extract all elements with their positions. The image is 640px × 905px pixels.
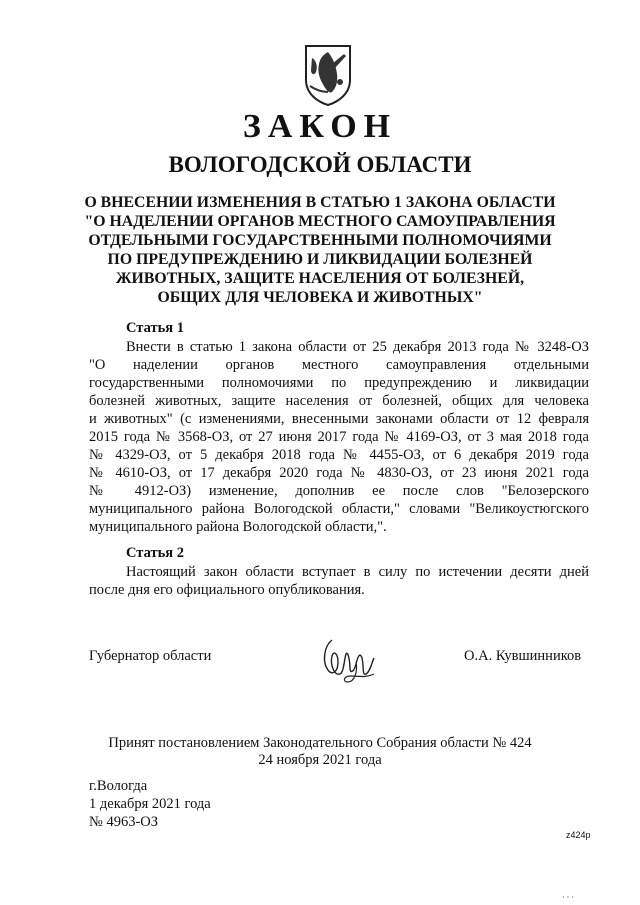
article-1-line: № 4329-ОЗ, от 5 декабря 2018 года № 4455-ОЗ, от 6 декабря 2019 года	[89, 447, 589, 463]
law-heading-line: ОТДЕЛЬНЫМИ ГОСУДАРСТВЕННЫМИ ПОЛНОМОЧИЯМИ	[88, 232, 552, 249]
article-1-line: государственными полномочиями по предупреждению и ликвидации	[89, 375, 589, 391]
law-heading-line: О ВНЕСЕНИИ ИЗМЕНЕНИЯ В СТАТЬЮ 1 ЗАКОНА ОБЛАСТИ	[84, 194, 556, 211]
governor-name: О.А. Кувшинников	[464, 648, 582, 664]
article-1-line: 2015 года № 3568-ОЗ, от 27 июня 2017 года № 4169-ОЗ, от 3 мая 2018 года	[89, 429, 589, 445]
article-2-title: Статья 2	[126, 545, 184, 561]
law-heading-line: ЖИВОТНЫХ, ЗАЩИТЕ НАСЕЛЕНИЯ ОТ БОЛЕЗНЕЙ,	[115, 270, 525, 287]
governor-label: Губернатор области	[89, 648, 212, 664]
law-number: № 4963-ОЗ	[89, 814, 159, 830]
article-2-line: Настоящий закон области вступает в силу по истечении десяти дней	[126, 564, 589, 580]
article-1-line: и животных" (с изменениями, внесенными законами области от 12 февраля	[89, 411, 589, 427]
law-heading-line: "О НАДЕЛЕНИИ ОРГАНОВ МЕСТНОГО САМОУПРАВЛЕНИЯ	[84, 213, 556, 230]
article-1-line: болезней животных, защите населения от болезней, общих для человека	[89, 393, 589, 409]
city: г.Вологда	[89, 778, 148, 794]
article-1-line: Внести в статью 1 закона области от 25 декабря 2013 года № 3248-ОЗ	[126, 339, 589, 355]
footer-marks: · · ·	[562, 893, 574, 902]
article-1-line: "О наделении органов местного самоуправления отдельными	[89, 357, 589, 373]
signing-date: 1 декабря 2021 года	[89, 796, 211, 812]
document-title: ЗАКОН	[242, 108, 398, 145]
accepted-by-resolution: Принят постановлением Законодательного Собрания области № 424	[108, 735, 532, 751]
article-1-line: № 4610-ОЗ, от 17 декабря 2020 года № 4830-ОЗ, от 23 июня 2021 года	[89, 465, 589, 481]
law-heading-line: ПО ПРЕДУПРЕЖДЕНИЮ И ЛИКВИДАЦИИ БОЛЕЗНЕЙ	[107, 251, 533, 268]
coat-of-arms-emblem	[302, 42, 354, 106]
handwritten-signature	[318, 632, 380, 684]
accepted-date: 24 ноября 2021 года	[258, 752, 382, 768]
article-1-title: Статья 1	[126, 320, 184, 336]
document-code: z424p	[566, 830, 591, 840]
article-2-line: после дня его официального опубликования.	[89, 582, 365, 598]
document-subtitle: ВОЛОГОДСКОЙ ОБЛАСТИ	[168, 152, 472, 177]
law-heading-line: ОБЩИХ ДЛЯ ЧЕЛОВЕКА И ЖИВОТНЫХ"	[157, 289, 483, 306]
article-1-line: муниципального района Вологодской области,".	[89, 519, 387, 535]
article-1-line: муниципального района Вологодской области," словами "Великоустюгского	[89, 501, 589, 517]
article-1-line: № 4912-ОЗ) изменение, дополнив ее после слов "Белозерского	[89, 483, 589, 499]
